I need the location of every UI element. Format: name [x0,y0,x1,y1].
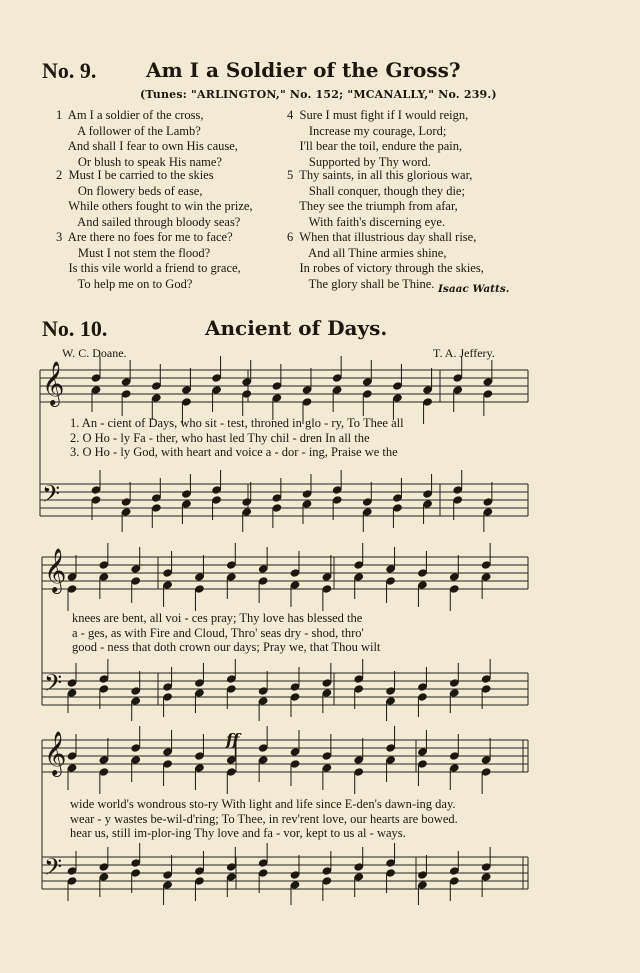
note-head [453,386,463,394]
hymn-9-author: Isaac Watts. [438,283,510,295]
note-head [195,679,205,687]
note-head [290,581,300,589]
note-head [258,744,268,752]
note-head [227,756,237,764]
note-head [481,675,491,683]
note-head [227,573,237,581]
note-head [272,394,282,402]
note-head [131,859,141,867]
note-head [354,863,364,871]
note-head [322,679,332,687]
lyrics-system-3-verse-2: wear - y wastes be-wil-d'ring; To Thee, in rev'rent love, our hearts are bowed. [70,812,458,826]
note-head [195,867,205,875]
note-head [386,756,396,764]
note-head [91,486,101,494]
note-head [258,577,268,585]
note-head [418,760,428,768]
note-head [483,498,493,506]
note-head [91,374,101,382]
note-head [163,881,173,889]
note-head [195,877,205,885]
note-head [322,752,332,760]
note-head [131,687,141,695]
treble-clef-icon: 𝄞 [42,361,65,405]
note-head [386,565,396,573]
note-head [227,685,237,693]
note-head [99,573,109,581]
note-head [302,490,312,498]
note-head [99,561,109,569]
hymn-10-lyricist: W. C. Doane. [62,346,127,360]
note-head [302,386,312,394]
note-head [67,573,77,581]
note-head [290,683,300,691]
note-head [386,859,396,867]
note-head [121,498,131,506]
note-head [450,679,460,687]
note-head [481,685,491,693]
note-head [99,756,109,764]
note-head [418,581,428,589]
lyrics-system-2-verse-1: knees are bent, all voi - ces pray; Thy love has blessed the [72,611,363,625]
note-head [423,398,433,406]
note-head [242,378,252,386]
note-head [121,378,131,386]
note-head [302,500,312,508]
note-head [182,500,192,508]
lyrics-system-1-verse-3: 3. O Ho - ly God, with heart and voice a - dor - ing, Praise we the [70,445,398,459]
note-head [354,685,364,693]
note-head [290,693,300,701]
note-head [322,867,332,875]
lyrics-system-3-verse-3: hear us, still im-plor-ing Thy love and fa - vor, kept to us al - ways. [70,826,406,840]
note-head [481,863,491,871]
note-head [67,867,77,875]
note-head [386,577,396,585]
note-head [131,869,141,877]
note-head [212,374,222,382]
note-head [418,871,428,879]
note-head [99,685,109,693]
note-head [272,382,282,390]
dynamic-marking: ff [226,730,240,749]
note-head [99,768,109,776]
note-head [258,756,268,764]
note-head [354,756,364,764]
hymn-9-verse-4: 4 Sure I must fight if I would reign, Increase my courage, Lord; I'll bear the toil, endure the pain, Supported by Thy word. [287,108,469,169]
lyrics-system-1-verse-1: 1. An - cient of Days, who sit - test, throned in glo - ry, To Thee all [70,416,404,430]
note-head [418,881,428,889]
note-head [290,871,300,879]
bass-clef-icon: 𝄢 [44,853,63,886]
hymn-9-verse-5: 5 Thy saints, in all this glorious war, Shall conquer, though they die; They see the triumph from afar, With faith's discerning eye. [287,168,473,229]
note-head [152,394,162,402]
hymn-10-title: Ancient of Days. [205,316,388,340]
note-head [363,498,373,506]
note-head [423,386,433,394]
note-head [258,565,268,573]
note-head [322,764,332,772]
note-head [481,756,491,764]
note-head [322,877,332,885]
note-head [450,877,460,885]
note-head [386,687,396,695]
note-head [99,873,109,881]
note-head [258,687,268,695]
note-head [481,561,491,569]
treble-clef-icon: 𝄞 [44,548,67,592]
note-head [481,573,491,581]
note-head [450,689,460,697]
note-head [393,504,403,512]
note-head [212,496,222,504]
note-head [121,508,131,516]
note-head [195,764,205,772]
hymn-9-verse-2: 2 Must I be carried to the skies On flowery beds of ease, While others fought to win the prize, And sailed through bloody seas? [56,168,253,229]
note-head [152,382,162,390]
note-head [418,569,428,577]
note-head [332,374,342,382]
note-head [393,394,403,402]
note-head [227,863,237,871]
note-head [453,496,463,504]
note-head [450,752,460,760]
note-head [450,573,460,581]
note-head [258,859,268,867]
note-head [227,768,237,776]
note-head [152,504,162,512]
lyrics-system-1-verse-2: 2. O Ho - ly Fa - ther, who hast led Thy chil - dren In all the [70,431,370,445]
note-head [67,752,77,760]
note-head [354,873,364,881]
note-head [322,573,332,581]
note-head [67,764,77,772]
note-head [195,573,205,581]
lyrics-system-2-verse-2: a - ges, as with Fire and Cloud, Thro' seas dry - shod, thro' [72,626,364,640]
note-head [91,386,101,394]
note-head [131,577,141,585]
note-head [393,382,403,390]
note-head [182,386,192,394]
note-head [354,675,364,683]
note-head [131,756,141,764]
note-head [423,500,433,508]
hymn-9-number: No. 9. [42,58,97,83]
hymn-9-verse-3: 3 Are there no foes for me to face? Must I not stem the flood? Is this vile world a friend to grace, To help me on to God? [56,230,241,291]
note-head [418,748,428,756]
note-head [393,494,403,502]
note-head [163,683,173,691]
note-head [163,581,173,589]
note-head [332,386,342,394]
bass-clef-icon: 𝄢 [44,669,63,702]
note-head [227,561,237,569]
note-head [332,486,342,494]
note-head [195,585,205,593]
note-head [290,760,300,768]
note-head [131,744,141,752]
note-head [67,689,77,697]
note-head [258,697,268,705]
note-head [67,679,77,687]
note-head [182,490,192,498]
bass-clef-icon: 𝄢 [42,480,61,513]
note-head [483,378,493,386]
note-head [418,693,428,701]
hymn-10-composer: T. A. Jeffery. [433,346,495,360]
note-head [453,486,463,494]
hymn-9-verse-6: 6 When that illustrious day shall rise, And all Thine armies shine, In robes of victory through the skies, The glory shall be Thine. [287,230,484,291]
hymn-10-number: No. 10. [42,316,108,341]
note-head [453,374,463,382]
lyrics-system-2-verse-3: good - ness that doth crown our days; Pray we, that Thou wilt [72,640,381,654]
note-head [322,689,332,697]
note-head [99,675,109,683]
note-head [363,508,373,516]
note-head [163,569,173,577]
note-head [386,744,396,752]
note-head [272,494,282,502]
note-head [212,386,222,394]
note-head [418,683,428,691]
note-head [242,498,252,506]
note-head [182,398,192,406]
note-head [290,569,300,577]
note-head [481,768,491,776]
note-head [212,486,222,494]
note-head [163,693,173,701]
note-head [322,585,332,593]
note-head [242,390,252,398]
note-head [131,565,141,573]
note-head [483,508,493,516]
note-head [272,504,282,512]
note-head [99,863,109,871]
note-head [450,585,460,593]
note-head [290,881,300,889]
note-head [163,748,173,756]
treble-clef-icon: 𝄞 [44,731,67,775]
note-head [195,689,205,697]
note-head [450,764,460,772]
note-head [91,496,101,504]
note-head [302,398,312,406]
hymn-9-verse-1: 1 Am I a soldier of the cross, A follower of the Lamb? And shall I fear to own His cause, Or blush to speak His name? [56,108,238,169]
note-head [290,748,300,756]
note-head [354,573,364,581]
hymn-9-tunes: (Tunes: "ARLINGTON," No. 152; "MCANALLY," No. 239.) [140,88,497,101]
note-head [423,490,433,498]
note-head [67,877,77,885]
note-head [363,390,373,398]
note-head [163,760,173,768]
note-head [152,494,162,502]
note-head [386,869,396,877]
lyrics-system-3-verse-1: wide world's wondrous sto-ry With light and life since E-den's dawn-ing day. [70,797,456,811]
note-head [67,585,77,593]
note-head [481,873,491,881]
note-head [131,697,141,705]
note-head [163,871,173,879]
note-head [450,867,460,875]
note-head [483,390,493,398]
note-head [242,508,252,516]
note-head [195,752,205,760]
note-head [258,869,268,877]
note-head [227,873,237,881]
hymn-9-title: Am I a Soldier of the Gross? [146,58,461,82]
note-head [332,496,342,504]
note-head [354,561,364,569]
note-head [354,768,364,776]
note-head [121,390,131,398]
note-head [227,675,237,683]
note-head [363,378,373,386]
note-head [386,697,396,705]
